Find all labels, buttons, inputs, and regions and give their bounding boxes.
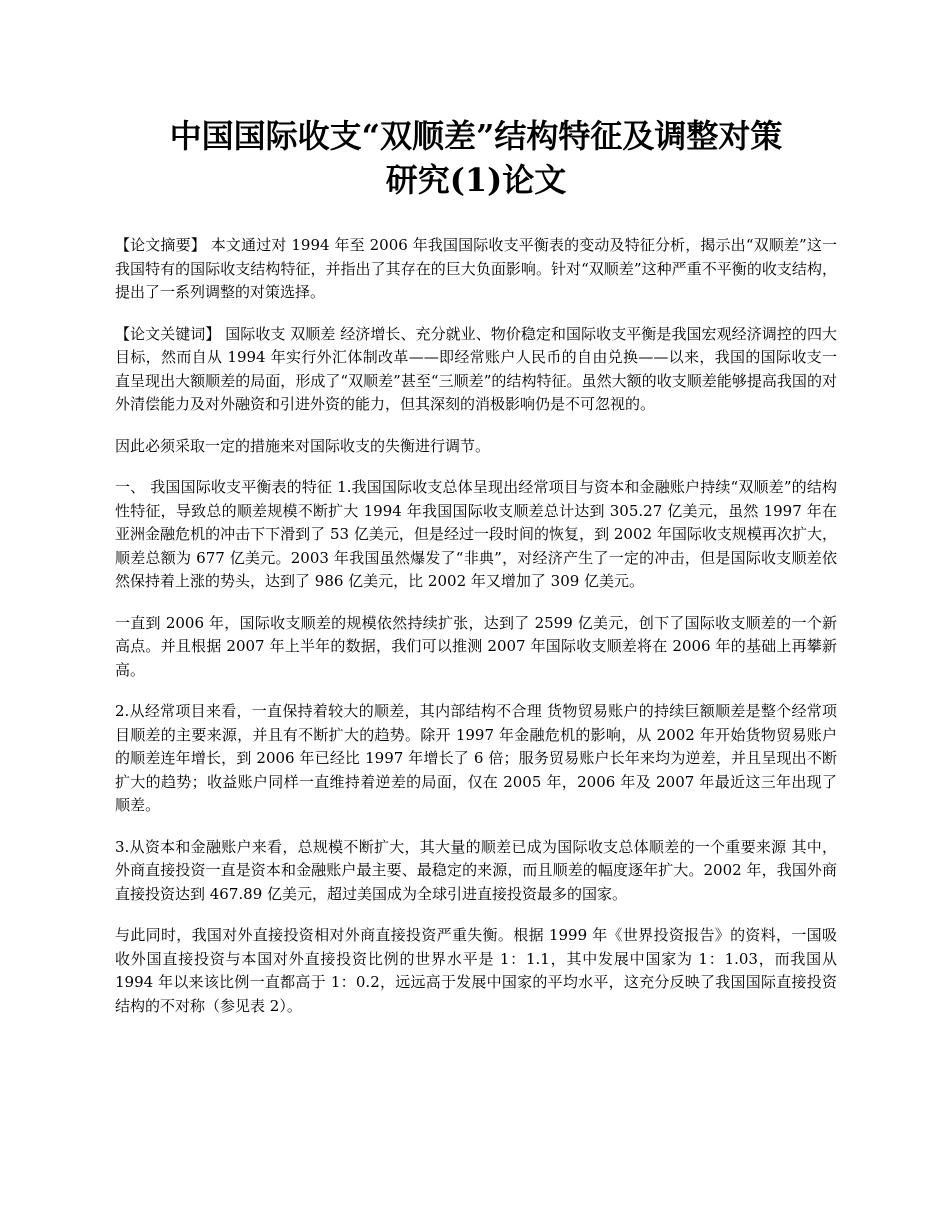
abstract-paragraph: 【论文摘要】 本文通过对 1994 年至 2006 年我国国际收支平衡表的变动及特征分析，揭示出“双顺差”这一我国特有的国际收支结构特征，并指出了其存在的巨大负面影响。针对“双顺差”这种严重不平衡的收支结构，提出了一系列调整的对策选择。 xyxy=(115,236,837,301)
section-3-paragraph: 3.从资本和金融账户来看，总规模不断扩大，其大量的顺差已成为国际收支总体顺差的一个重要来源 其中，外商直接投资一直是资本和金融账户最主要、最稳定的来源，而且顺差的幅度逐年扩大。2002 年，我国外商直接投资达到 467.89 亿美元，超过美国成为全球引进直接投资最多的国家。 xyxy=(115,837,837,903)
title-line-1: 中国国际收支“双顺差”结构特征及调整对策 xyxy=(169,117,783,155)
document-body xyxy=(115,234,837,1018)
title-line-2: 研究(1)论文 xyxy=(385,161,567,199)
document-page xyxy=(115,0,837,1036)
body-paragraph: 与此同时，我国对外直接投资相对外商直接投资严重失衡。根据 1999 年《世界投资报告》的资料，一国吸收外国直接投资与本国对外直接投资比例的世界水平是 1：1.1，其中发展中国家为 1：1.03，而我国从 1994 年以来该比例一直都高于 1：0.2，远远高于发展中国家的平均水平，这充分反映了我国国际直接投资结构的不对称（参见表 2）。 xyxy=(115,926,837,1015)
section-1-paragraph: 一、 我国国际收支平衡表的特征 1.我国国际收支总体呈现出经常项目与资本和金融账户持续“双顺差”的结构性特征，导致总的顺差规模不断扩大 1994 年我国国际收支顺差总计达到 305.27 亿美元，虽然 1997 年在亚洲金融危机的冲击下下滑到了 53 亿美元，但是经过一段时间的恢复，到 2002 年国际收支规模再次扩大，顺差总额为 677 亿美元。2003 年我国虽然爆发了“非典”，对经济产生了一定的冲击，但是国际收支顺差依然保持着上涨的势头，达到了 986 亿美元，比 2002 年又增加了 309 亿美元。 xyxy=(115,478,837,590)
keywords-paragraph: 【论文关键词】 国际收支 双顺差 经济增长、充分就业、物价稳定和国际收支平衡是我国宏观经济调控的四大目标，然而自从 1994 年实行外汇体制改革——即经常账户人民币的自由兑换——以来，我国的国际收支一直呈现出大额顺差的局面，形成了“双顺差”甚至“三顺差”的结构特征。虽然大额的收支顺差能够提高我国的对外清偿能力及对外融资和引进外资的能力，但其深刻的消极影响仍是不可忽视的。 xyxy=(115,324,837,413)
body-paragraph: 一直到 2006 年，国际收支顺差的规模依然持续扩张，达到了 2599 亿美元，创下了国际收支顺差的一个新高点。并且根据 2007 年上半年的数据，我们可以推测 2007 年国际收支顺差将在 2006 年的基础上再攀新高。 xyxy=(115,613,837,679)
document-title xyxy=(115,0,837,202)
body-paragraph: 因此必须采取一定的措施来对国际收支的失衡进行调节。 xyxy=(115,436,491,455)
section-2-paragraph: 2.从经常项目来看，一直保持着较大的顺差，其内部结构不合理 货物贸易账户的持续巨额顺差是整个经常项目顺差的主要来源，并且有不断扩大的趋势。除开 1997 年金融危机的影响，从 2002 年开始货物贸易账户的顺差连年增长，到 2006 年已经比 1997 年增长了 6 倍；服务贸易账户长年来均为逆差，并且呈现出不断扩大的趋势；收益账户同样一直维持着逆差的局面，仅在 2005 年，2006 年及 2007 年最近这三年出现了顺差。 xyxy=(115,702,837,814)
